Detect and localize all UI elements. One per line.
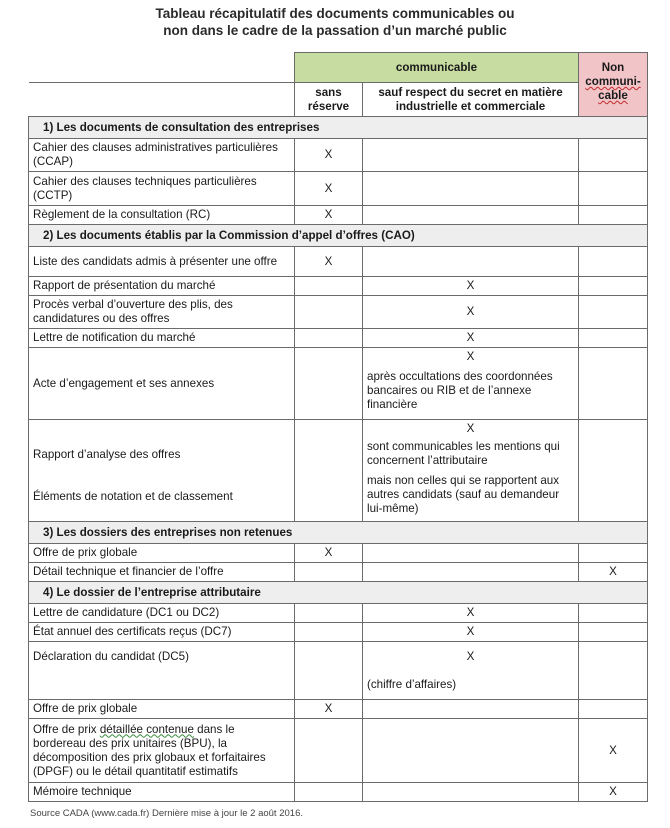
empty-cell [579, 700, 648, 719]
row-label-acte: Acte d’engagement et ses annexes [29, 348, 295, 420]
empty-cell [295, 277, 363, 296]
header-sauf-line-1: sauf respect du secret en matière [378, 85, 563, 99]
row-label-elements-notation: Éléments de notation et de classement [33, 490, 233, 503]
row-label-rapport-analyse: Rapport d’analyse des offres [33, 448, 181, 461]
mark-sauf-respect: X [466, 650, 475, 663]
analyse-note-2: mais non celles qui se rapportent aux autres candidats (sauf au demandeur lui-même) [367, 474, 560, 515]
table-row [29, 206, 648, 225]
empty-cell [295, 623, 363, 642]
row-label-offre-prix-globale: Offre de prix globale [29, 544, 295, 563]
mark-sans-reserve: X [295, 206, 363, 225]
empty-cell [363, 247, 579, 277]
row-label-lettre-notification: Lettre de notification du marché [29, 329, 295, 348]
offre-detaillee-part-1: Offre de prix [33, 722, 100, 736]
header-row-2 [29, 83, 648, 117]
mark-sans-reserve: X [295, 139, 363, 172]
table-row [29, 544, 648, 563]
table-row [29, 719, 648, 783]
title-line-1: Tableau récapitulatif des documents communicables ou [155, 6, 515, 21]
row-label-proces-verbal: Procès verbal d’ouverture des plis, des candidatures ou des offres [29, 296, 295, 329]
empty-cell [295, 642, 363, 700]
row-label-lettre-candidature: Lettre de candidature (DC1 ou DC2) [29, 604, 295, 623]
mark-sauf-respect: X [363, 277, 579, 296]
row-label-offre-prix-globale-2: Offre de prix globale [29, 700, 295, 719]
declaration-detail-cell [363, 642, 579, 700]
summary-table [28, 52, 648, 802]
header-non-line-1: Non [601, 61, 625, 74]
empty-cell [579, 172, 648, 206]
empty-cell [295, 604, 363, 623]
empty-cell [363, 719, 579, 783]
empty-cell [363, 139, 579, 172]
mark-sans-reserve: X [295, 172, 363, 206]
empty-cell [363, 544, 579, 563]
table-row [29, 296, 648, 329]
mark-sans-reserve: X [295, 247, 363, 277]
section-4-title: 4) Le dossier de l’entreprise attributaire [29, 582, 648, 604]
empty-cell [363, 700, 579, 719]
empty-cell [295, 719, 363, 783]
offre-detaillee-part-2: dans le bordereau des prix unitaires (BPU), la décomposition des prix globaux et forfaitaires (DPGF) ou le détail quantitatif estimatifs [33, 722, 266, 778]
section-3-title: 3) Les dossiers des entreprises non retenues [29, 522, 648, 544]
row-label-declaration: Déclaration du candidat (DC5) [29, 642, 295, 700]
mark-sans-reserve: X [295, 544, 363, 563]
header-row-1 [29, 53, 648, 83]
analyse-detail-cell [363, 420, 579, 522]
empty-cell [363, 563, 579, 582]
section-2-title: 2) Les documents établis par la Commission d’appel d’offres (CAO) [29, 225, 648, 247]
empty-cell [579, 206, 648, 225]
empty-cell [579, 296, 648, 329]
table-row [29, 172, 648, 206]
section-1-title: 1) Les documents de consultation des entreprises [29, 117, 648, 139]
mark-sauf-respect: X [466, 422, 475, 435]
section-row [29, 225, 648, 247]
row-label-rc: Règlement de la consultation (RC) [29, 206, 295, 225]
table-row [29, 247, 648, 277]
mark-sans-reserve: X [295, 700, 363, 719]
header-sauf-respect [363, 83, 579, 117]
empty-cell [363, 206, 579, 225]
table-row [29, 348, 648, 420]
empty-cell [579, 642, 648, 700]
empty-cell [295, 783, 363, 802]
table-row [29, 139, 648, 172]
header-non-line-2: communi- [585, 75, 641, 88]
header-blank [29, 53, 295, 83]
row-label-ccap: Cahier des clauses administratives particulières (CCAP) [29, 139, 295, 172]
row-label-detail-technique: Détail technique et financier de l’offre [29, 563, 295, 582]
section-row [29, 582, 648, 604]
mark-sauf-respect: X [363, 604, 579, 623]
mark-sauf-respect: X [466, 350, 475, 363]
mark-non-communicable: X [579, 719, 648, 783]
analyse-label-cell [29, 420, 295, 522]
table-row [29, 783, 648, 802]
empty-cell [579, 139, 648, 172]
empty-cell [295, 329, 363, 348]
empty-cell [295, 420, 363, 522]
table-row [29, 623, 648, 642]
row-label-cctp: Cahier des clauses techniques particulières (CCTP) [29, 172, 295, 206]
empty-cell [579, 544, 648, 563]
analyse-note-1: sont communicables les mentions qui concernent l’attributaire [367, 440, 560, 467]
mark-sauf-respect: X [363, 296, 579, 329]
header-sauf-line-2: industrielle et commerciale [395, 99, 546, 113]
empty-cell [295, 563, 363, 582]
empty-cell [579, 348, 648, 420]
empty-cell [363, 172, 579, 206]
row-label-etat-annuel: État annuel des certificats reçus (DC7) [29, 623, 295, 642]
empty-cell [579, 420, 648, 522]
source-note: Source CADA (www.cada.fr) Dernière mise à jour le 2 août 2016. [30, 808, 303, 819]
empty-cell [579, 604, 648, 623]
empty-cell [579, 623, 648, 642]
section-row [29, 117, 648, 139]
declaration-note: (chiffre d’affaires) [367, 678, 457, 691]
header-sans-line-1: sans [315, 85, 342, 99]
table-row [29, 420, 648, 522]
title-line-2: non dans le cadre de la passation d’un marché public [163, 23, 507, 38]
empty-cell [579, 247, 648, 277]
empty-cell [295, 296, 363, 329]
table-row [29, 329, 648, 348]
header-non-communicable [579, 53, 648, 117]
row-label-liste: Liste des candidats admis à présenter une offre [29, 247, 295, 277]
header-communicable: communicable [295, 53, 579, 83]
row-label-rapport-presentation: Rapport de présentation du marché [29, 277, 295, 296]
table-row [29, 563, 648, 582]
mark-non-communicable: X [579, 783, 648, 802]
table-row [29, 277, 648, 296]
page-title [0, 5, 670, 39]
empty-cell [363, 783, 579, 802]
acte-detail-cell [363, 348, 579, 420]
header-sans-reserve [295, 83, 363, 117]
mark-sauf-respect: X [363, 329, 579, 348]
empty-cell [579, 329, 648, 348]
table-row [29, 642, 648, 700]
empty-cell [295, 348, 363, 420]
mark-sauf-respect: X [363, 623, 579, 642]
empty-cell [579, 277, 648, 296]
row-label-offre-detaillee [29, 719, 295, 783]
header-non-line-3: cable [598, 89, 628, 102]
header-blank-2 [29, 83, 295, 117]
offre-detaillee-wavy: détaillée contenue [99, 722, 194, 736]
mark-non-communicable: X [579, 563, 648, 582]
table-row [29, 700, 648, 719]
acte-note: après occultations des coordonnées bancaires ou RIB et de l’annexe financière [367, 370, 553, 411]
table-row [29, 604, 648, 623]
row-label-memoire: Mémoire technique [29, 783, 295, 802]
header-sans-line-2: réserve [307, 99, 350, 113]
section-row [29, 522, 648, 544]
